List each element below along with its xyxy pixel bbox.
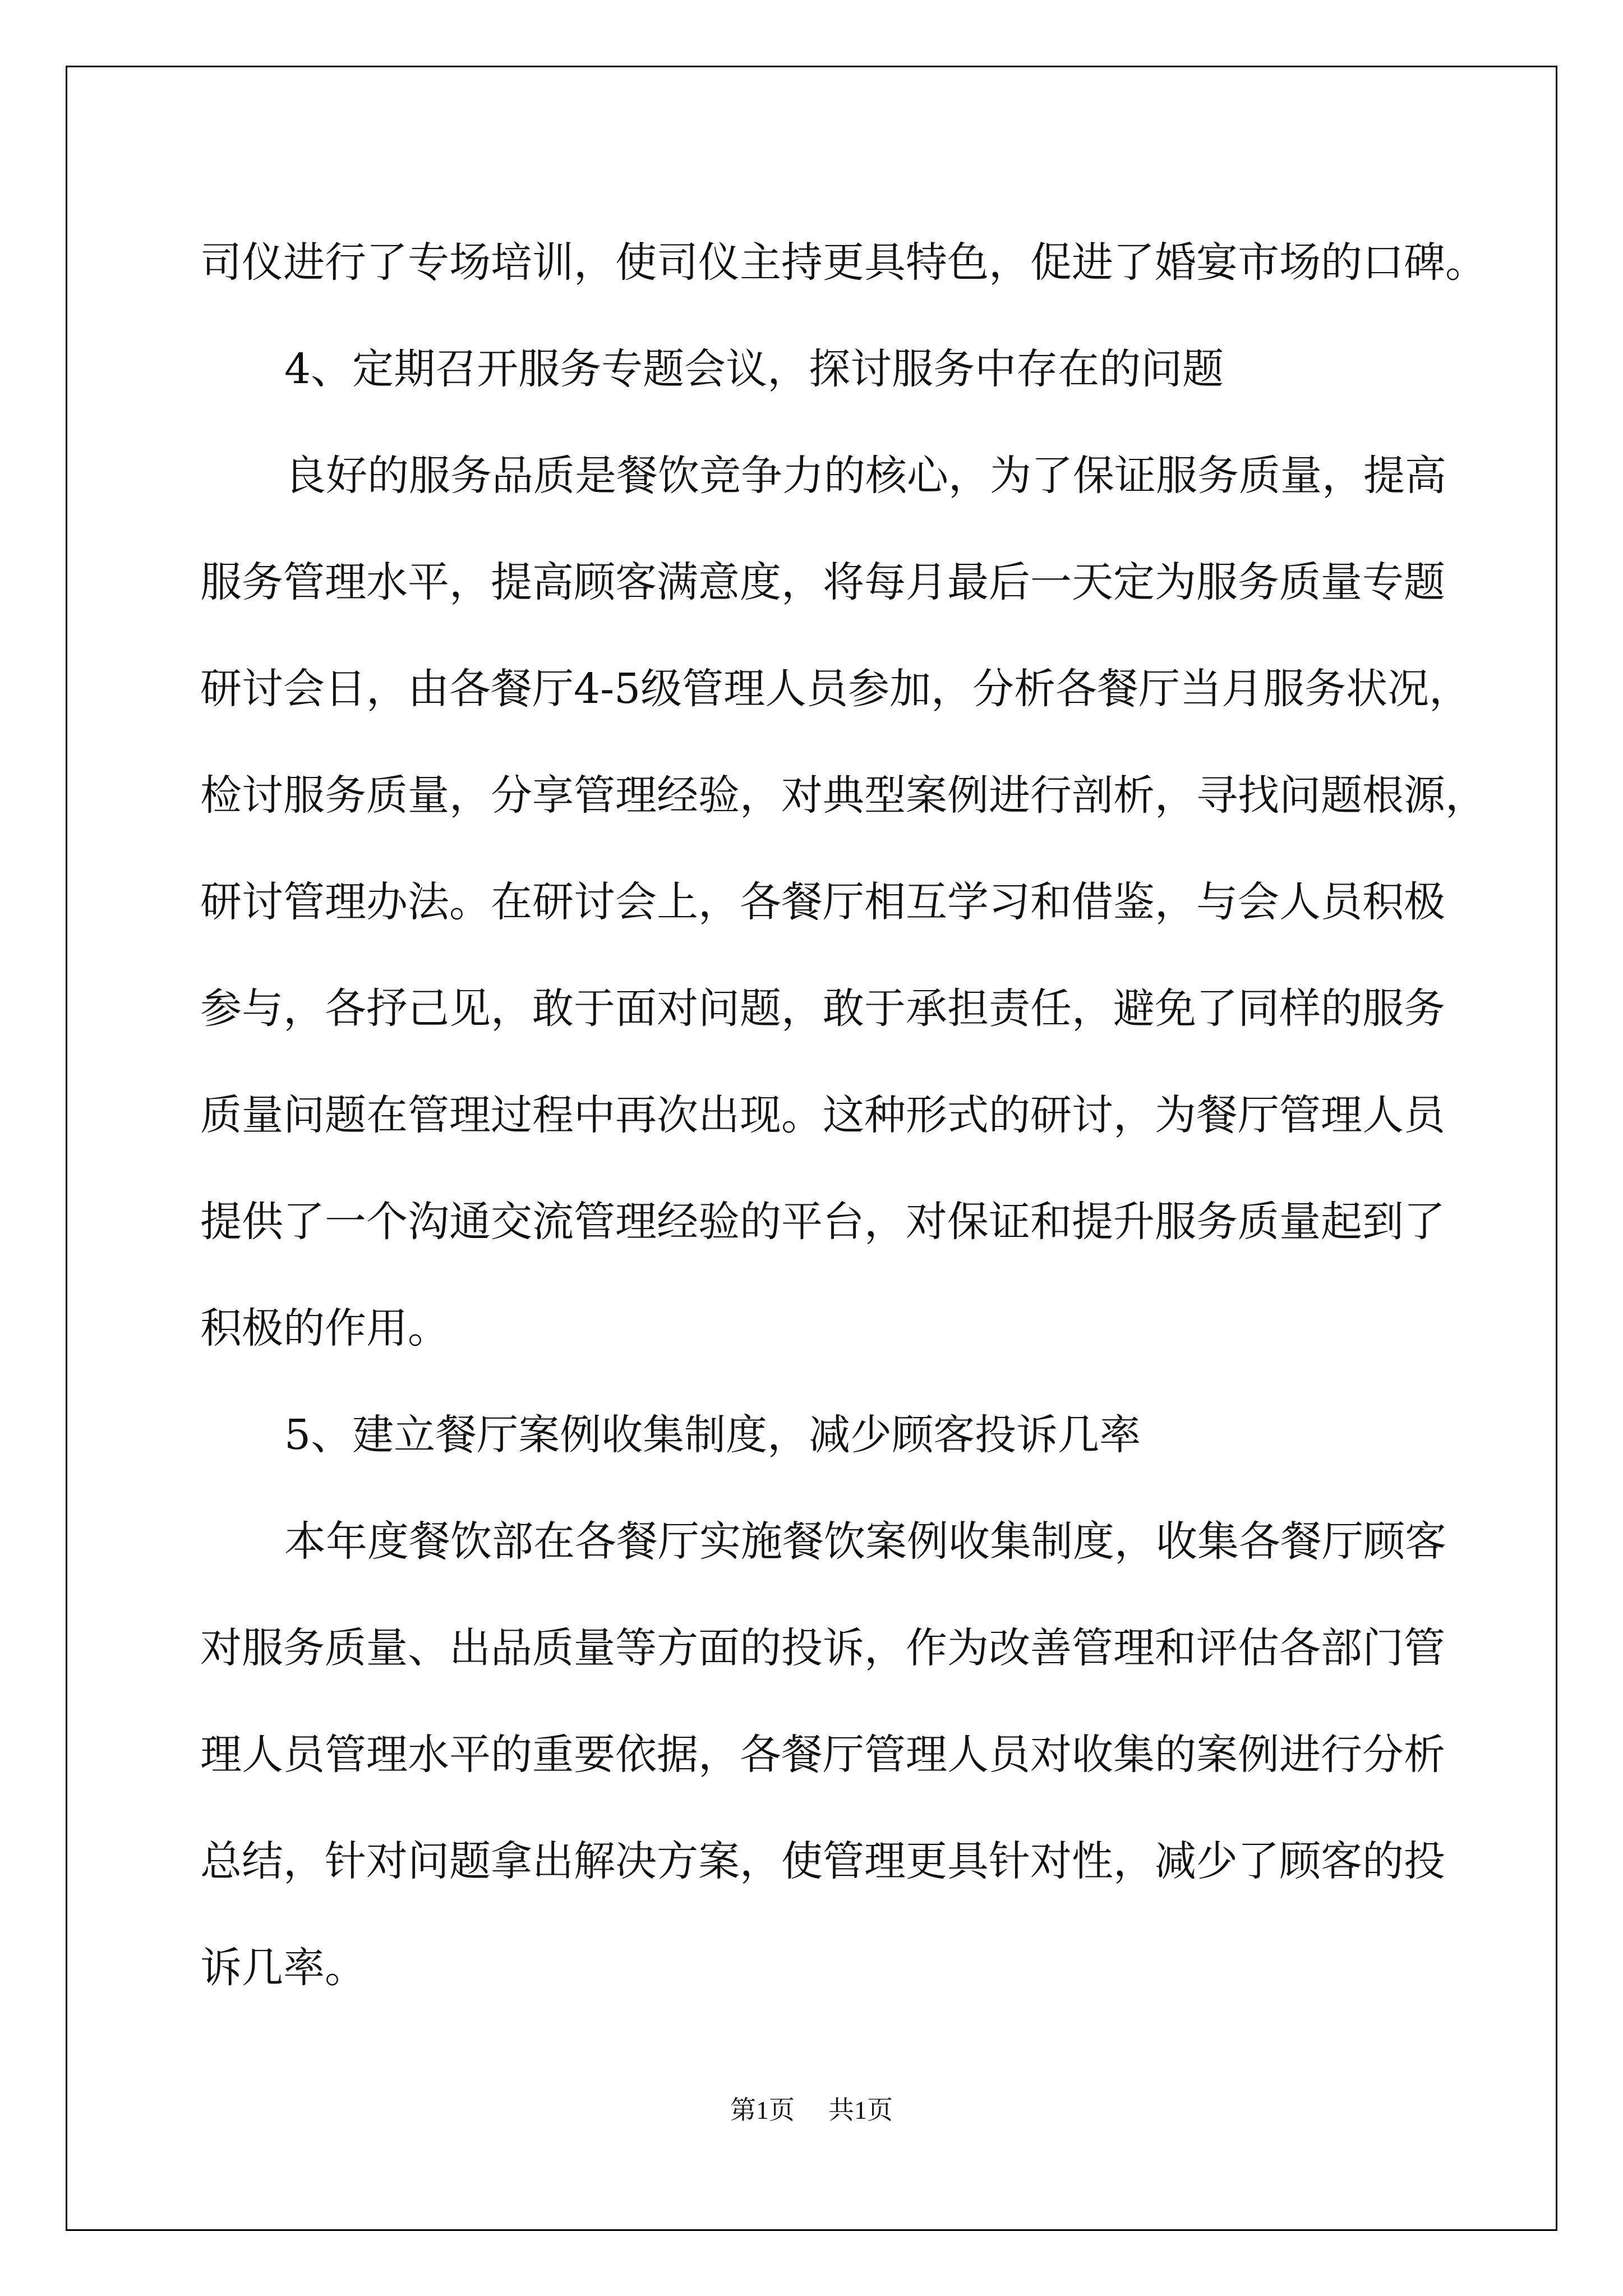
text-line: 司仪进行了专场培训，使司仪主持更具特色，促进了婚宴市场的口碑。 [200,238,1487,287]
document-body [200,209,1487,2021]
page-total: 共1页 [828,2096,893,2124]
text-line: 良好的服务品质是餐饮竞争力的核心，为了保证服务质量，提高 [284,452,1446,500]
text-line: 提供了一个沟通交流管理经验的平台，对保证和提升服务质量起到了 [200,1198,1445,1246]
text-line: 对服务质量、出品质量等方面的投诉，作为改善管理和评估各部门管 [200,1624,1445,1672]
section-heading-4: 4、定期召开服务专题会议，探讨服务中存在的问题 [284,345,1224,393]
section-heading-5: 5、建立餐厅案例收集制度，减少顾客投诉几率 [284,1411,1141,1459]
text-line: 诉几率。 [200,1944,366,1992]
text-line: 积极的作用。 [200,1304,449,1352]
page-footer [0,2090,1623,2127]
text-line: 研讨会日，由各餐厅4-5级管理人员参加，分析各餐厅当月服务状况， [200,665,1471,713]
text-line: 总结，针对问题拿出解决方案，使管理更具针对性，减少了顾客的投 [200,1837,1445,1885]
text-line: 检讨服务质量，分享管理经验，对典型案例进行剖析，寻找问题根源， [200,771,1487,820]
text-line: 本年度餐饮部在各餐厅实施餐饮案例收集制度，收集各餐厅顾客 [284,1517,1446,1566]
text-line: 理人员管理水平的重要依据，各餐厅管理人员对收集的案例进行分析 [200,1731,1445,1779]
text-line: 研讨管理办法。在研讨会上，各餐厅相互学习和借鉴，与会人员积极 [200,878,1445,926]
text-line: 参与，各抒己见，敢于面对问题，敢于承担责任，避免了同样的服务 [200,984,1445,1033]
page-number: 第1页 [730,2096,795,2124]
text-line: 服务管理水平，提高顾客满意度，将每月最后一天定为服务质量专题 [200,558,1445,606]
text-line: 质量问题在管理过程中再次出现。这种形式的研讨，为餐厅管理人员 [200,1091,1445,1139]
